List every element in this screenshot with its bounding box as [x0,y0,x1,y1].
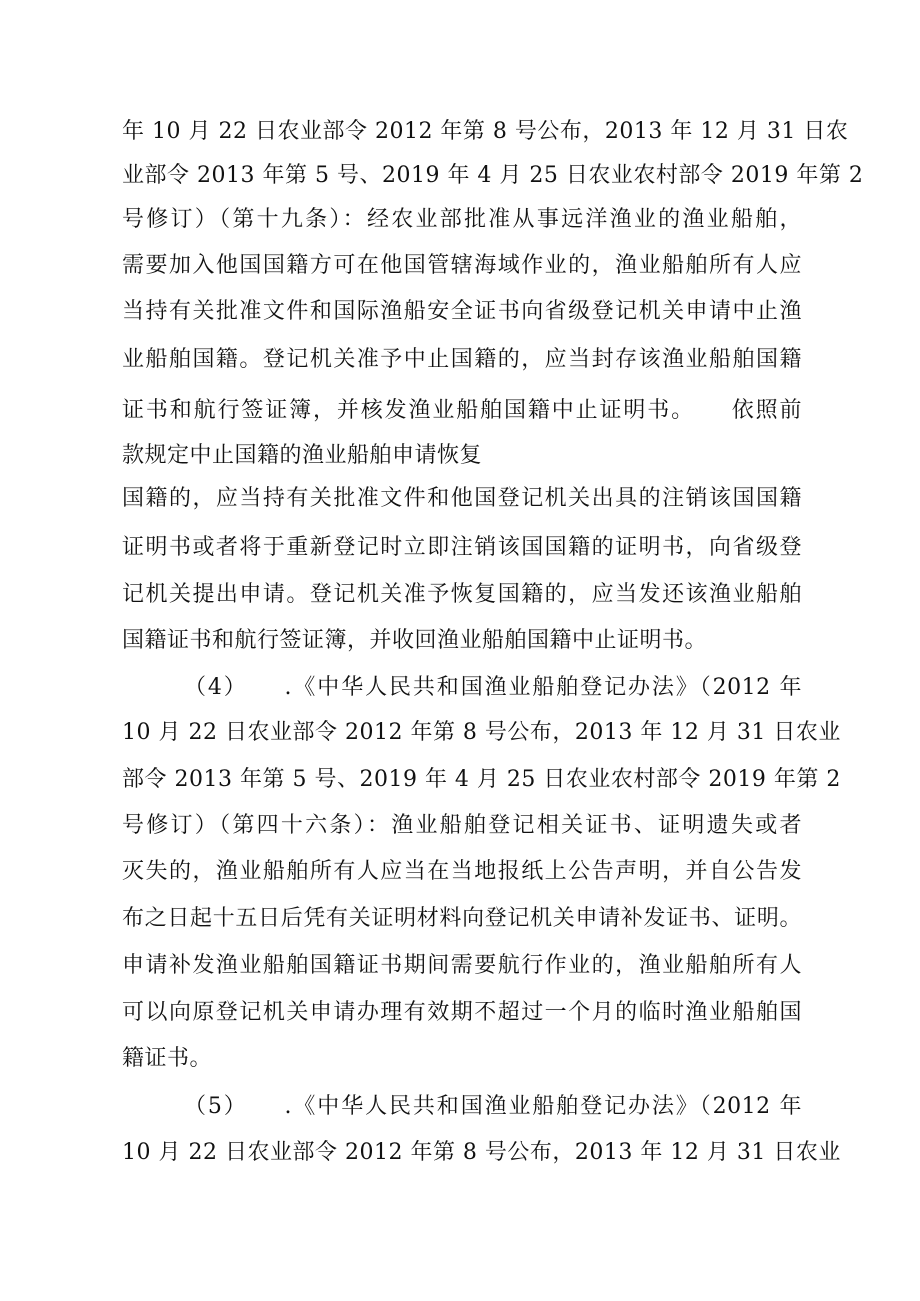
text-line: 布之日起十五日后凭有关证明材料向登记机关申请补发证书、证明。 [122,906,802,931]
text-line: 国籍证书和航行签证簿，并收回渔业船舶国籍中止证明书。 [122,628,708,653]
text-line: 年 10 月 22 日农业部令 2012 年第 8 号公布，2013 年 12 月 31 日农 [122,119,849,144]
text-line: 部令 2013 年第 5 号、2019 年 4 月 25 日农业农村部令 2019 年第 2 [122,767,841,792]
list-item-heading: （5） .《中华人民共和国渔业船舶登记办法》（2012 年 [184,1094,802,1119]
text-line: 10 月 22 日农业部令 2012 年第 8 号公布，2013 年 12 月 31 日农业 [122,720,841,745]
text-line: 业部令 2013 年第 5 号、2019 年 4 月 25 日农业农村部令 2019 年第 2 [122,163,864,188]
text-line: 灭失的，渔业船舶所有人应当在当地报纸上公告声明，并自公告发 [122,859,802,884]
text-line: 国籍的，应当持有关批准文件和他国登记机关出具的注销该国国籍 [122,486,802,511]
text-line: 款规定中止国籍的渔业船舶申请恢复 [122,443,483,468]
text-line: 证书和航行签证簿，并核发渔业船舶国籍中止证明书。 依照前 [122,398,802,423]
text-line: 需要加入他国国籍方可在他国管辖海域作业的，渔业船舶所有人应 [122,253,802,278]
text-line: 号修订）（第四十六条）：渔业船舶登记相关证书、证明遗失或者 [122,813,802,838]
text-line: 号修订）（第十九条）：经农业部批准从事远洋渔业的渔业船舶， [122,207,802,232]
text-line: 籍证书。 [122,1046,213,1071]
text-line: 当持有关批准文件和国际渔船安全证书向省级登记机关申请中止渔 [122,299,802,324]
text-line: 记机关提出申请。登记机关准予恢复国籍的，应当发还该渔业船舶 [122,582,802,607]
list-item-heading: （4） .《中华人民共和国渔业船舶登记办法》（2012 年 [184,675,802,700]
text-line: 10 月 22 日农业部令 2012 年第 8 号公布，2013 年 12 月 31 日农业 [122,1140,841,1165]
text-line: 申请补发渔业船舶国籍证书期间需要航行作业的，渔业船舶所有人 [122,953,802,978]
text-line: 可以向原登记机关申请办理有效期不超过一个月的临时渔业船舶国 [122,1000,802,1025]
text-line: 业船舶国籍。登记机关准予中止国籍的，应当封存该渔业船舶国籍 [122,347,802,372]
text-line: 证明书或者将于重新登记时立即注销该国国籍的证明书，向省级登 [122,535,802,560]
